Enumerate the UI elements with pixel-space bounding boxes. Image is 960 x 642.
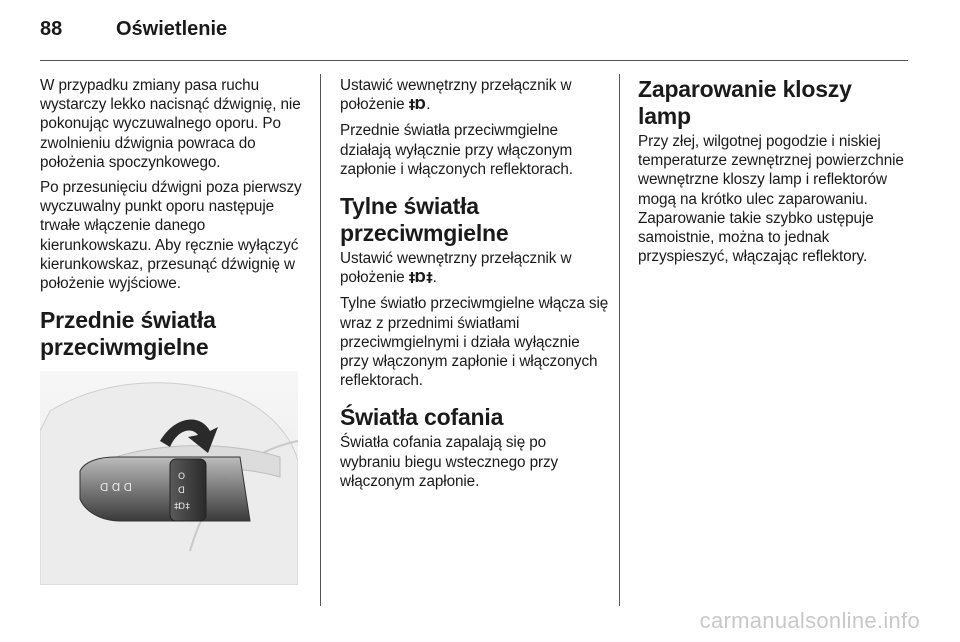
svg-text:O: O	[178, 472, 185, 483]
heading-reversing-lights: Światła cofania	[340, 404, 504, 431]
paragraph-lane-change: W przypadku zmiany pasa ruchu wystarczy lekko nacisnąć dźwignię, nie pokonując wyczuwalnego oporu. Po zwolnieniu dźwignia powraca do położenia spoczynkowego.	[40, 77, 301, 171]
front-fog-light-icon: ‡Ɒ	[408, 98, 427, 114]
page-header	[40, 18, 227, 41]
svg-text:ᗡ: ᗡ	[178, 486, 185, 497]
paragraph-reversing-lights: Światła cofania zapalają się po wybraniu biegu wstecznego przy włączonym zapłonie.	[340, 434, 559, 490]
heading-rear-fog-light: Tylne światła przeciwmgielne	[340, 193, 509, 247]
column-divider-1	[320, 74, 321, 606]
heading-lamp-fogging: Zaparowanie kloszy lamp	[638, 76, 852, 129]
column-1	[40, 76, 312, 585]
page-title: Oświetlenie	[116, 18, 228, 40]
paragraph-front-fog-switch: Ustawić wewnętrzny przełącznik w położenie ‡Ɒ.	[340, 77, 572, 114]
paragraph-rear-fog-condition: Tylne światło przeciwmgielne włącza się wraz z przednimi światłami przeciwmgielnymi i działa wyłącznie przy włączonym zapłonie i włączonych reflektorach.	[340, 295, 609, 390]
column-divider-2	[619, 74, 620, 606]
heading-front-fog-lights: Przednie światła przeciwmgielne	[40, 307, 216, 361]
column-2	[340, 76, 610, 497]
paragraph-rear-fog-switch: Ustawić wewnętrzny przełącznik w położenie ‡Ɒ‡.	[340, 250, 572, 287]
watermark: carmanualsonline.info	[699, 608, 920, 633]
column-3	[638, 76, 908, 272]
svg-text:◦◦: ◦◦	[216, 475, 228, 487]
paragraph-lamp-fogging: Przy złej, wilgotnej pogodzie i niskiej temperaturze zewnętrznej powierzchnie wewnętrzne kloszy lamp i reflektorów mogą na krótko ulec zaparowaniu. Zaparowanie takie szybko ustępuje samoistnie, można to jednak przyspieszyć, włączając reflektory.	[638, 133, 904, 266]
light-switch-illustration	[40, 371, 298, 585]
svg-text:‡Ɒ‡: ‡Ɒ‡	[174, 502, 190, 513]
lever-switch-drawing	[40, 371, 298, 585]
svg-text:ᗡ Ɑ ᗡ: ᗡ Ɑ ᗡ	[100, 481, 132, 495]
header-divider	[40, 60, 908, 61]
page-number: 88	[40, 18, 63, 40]
rear-fog-light-icon: ‡Ɒ‡	[408, 271, 433, 287]
paragraph-front-fog-condition: Przednie światła przeciwmgielne działają wyłącznie przy włączonym zapłonie i włączonych reflektorach.	[340, 122, 573, 178]
paragraph-indicator-permanent: Po przesunięciu dźwigni poza pierwszy wyczuwalny punkt oporu następuje trwałe włączenie danego kierunkowskazu. Aby ręcznie wyłączyć kierunkowskaz, przesunąć dźwignię w położenie wyjściowe.	[40, 179, 302, 293]
